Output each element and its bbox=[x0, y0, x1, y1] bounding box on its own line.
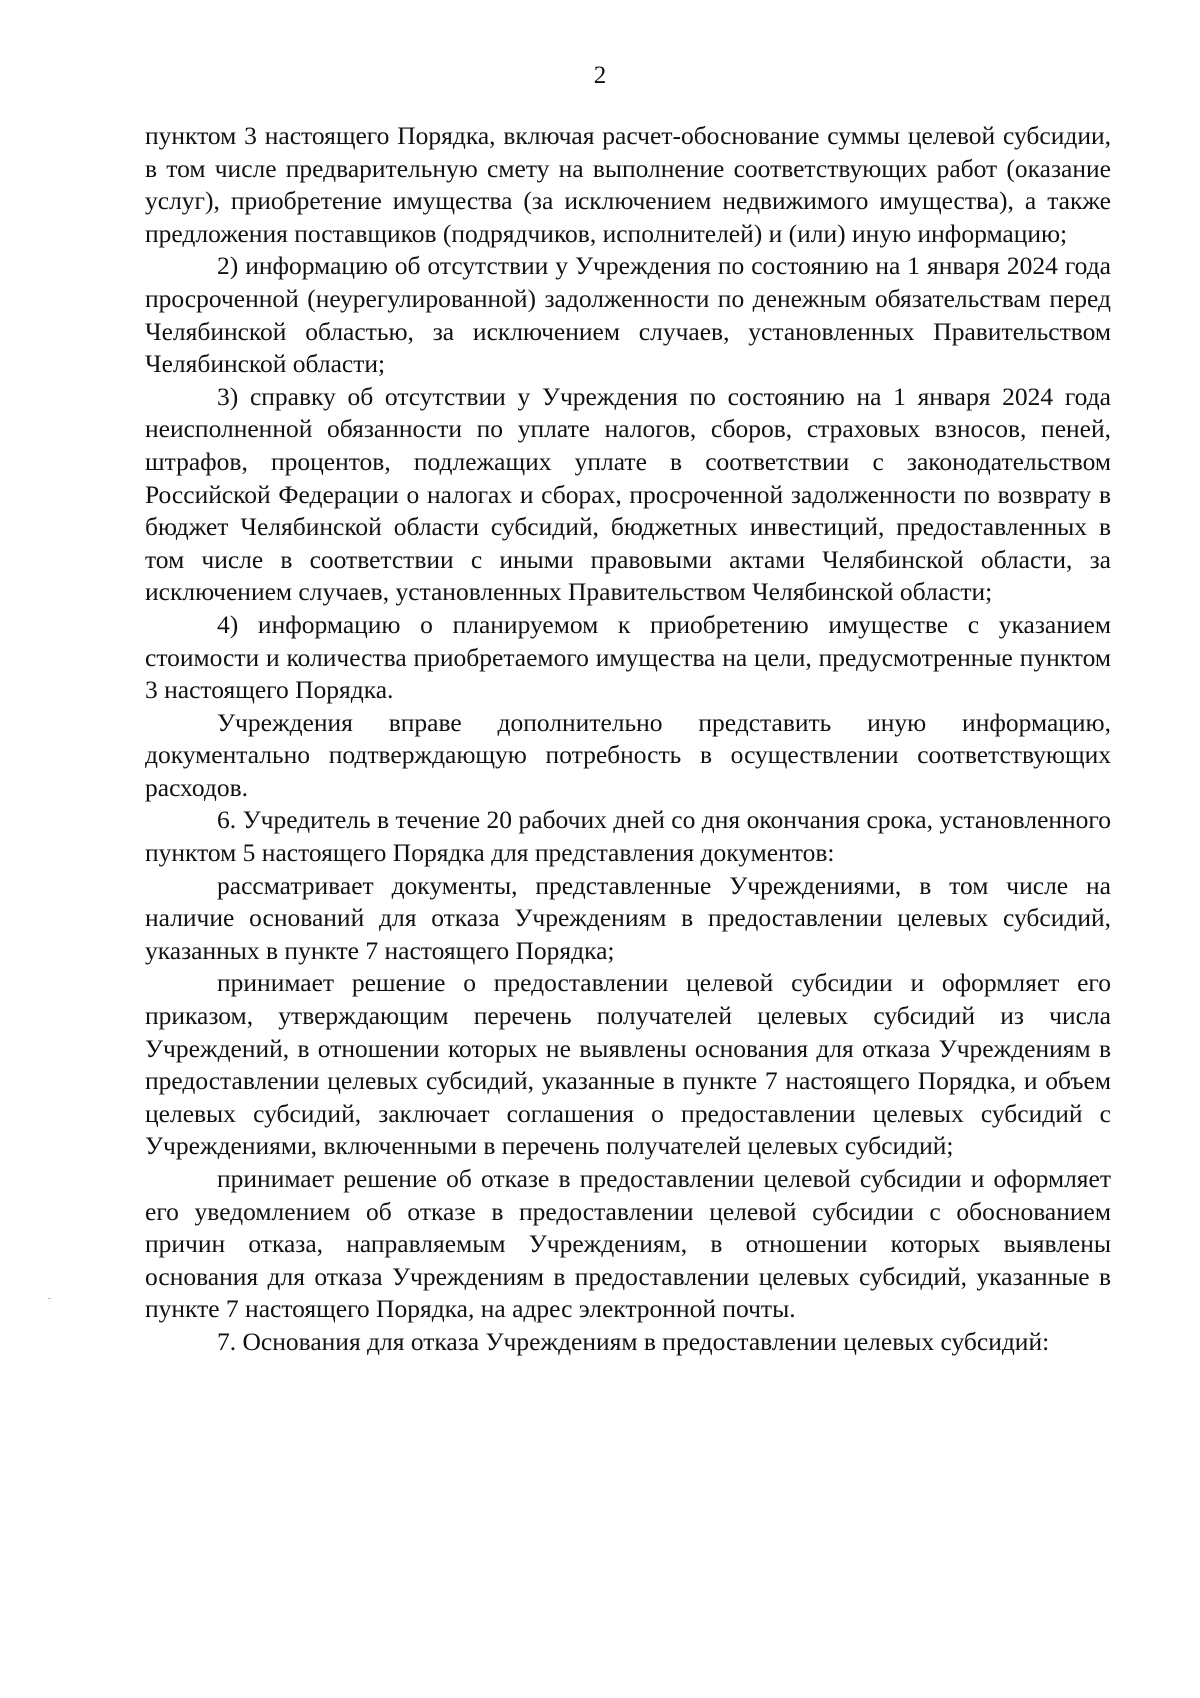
paragraph-clause-6: 6. Учредитель в течение 20 рабочих дней со дня окончания срока, установленного пунктом 5 настоящего Порядка для представления документов: bbox=[145, 805, 1111, 868]
paragraph-item-3: 3) справку об отсутствии у Учреждения по состоянию на 1 января 2024 года неисполненной обязанности по уплате налогов, сборов, страховых взносов, пеней, штрафов, процентов, подлежащих уплате в соответствии с законодательством Российской Федерации о налогах и сборах, просроченной задолженности по возврату в бюджет Челябинской области субсидий, бюджетных инвестиций, предоставленных в том числе в соответствии с иными правовыми актами Челябинской области, за исключением случаев, установленных Правительством Челябинской области; bbox=[145, 381, 1111, 607]
paragraph-refusal-decision: принимает решение об отказе в предоставлении целевой субсидии и оформляет его уведомлением об отказе в предоставлении целевой субсидии с обоснованием причин отказа, направляемым Учреждениям, в отношении которых выявлены основания для отказа Учреждениям в предоставлении целевых субсидий, указанные в пункте 7 настоящего Порядка, на адрес электронной почты. bbox=[145, 1164, 1111, 1324]
scan-artifact bbox=[48, 1298, 51, 1299]
paragraph-continuation: пунктом 3 настоящего Порядка, включая расчет-обоснование суммы целевой субсидии, в том числе предварительную смету на выполнение соответствующих работ (оказание услуг), приобретение имущества (за исключением недвижимого имущества), а также предложения поставщиков (подрядчиков, исполнителей) и (или) иную информацию; bbox=[145, 121, 1111, 248]
document-body bbox=[145, 120, 1111, 1359]
paragraph-clause-7: 7. Основания для отказа Учреждениям в предоставлении целевых субсидий: bbox=[217, 1326, 1050, 1356]
paragraph-item-4: 4) информацию о планируемом к приобретению имуществе с указанием стоимости и количества приобретаемого имущества на цели, предусмотренные пунктом 3 настоящего Порядка. bbox=[145, 609, 1111, 705]
paragraph-reviews-documents: рассматривает документы, представленные Учреждениями, в том числе на наличие оснований для отказа Учреждениям в предоставлении целевых субсидий, указанных в пункте 7 настоящего Порядка; bbox=[145, 870, 1111, 965]
paragraph-grant-decision: принимает решение о предоставлении целевой субсидии и оформляет его приказом, утверждающим перечень получателей целевых субсидий из числа Учреждений, в отношении которых не выявлены основания для отказа Учреждениям в предоставлении целевых субсидий, указанные в пункте 7 настоящего Порядка, и объем целевых субсидий, заключает соглашения о предоставлении целевых субсидий с Учреждениями, включенными в перечень получателей целевых субсидий; bbox=[145, 968, 1111, 1161]
page-number: 2 bbox=[593, 62, 607, 89]
paragraph-additional-info: Учреждения вправе дополнительно представить иную информацию, документально подтверждающую потребность в осуществлении соответствующих расходов. bbox=[145, 707, 1111, 802]
paragraph-item-2: 2) информацию об отсутствии у Учреждения по состоянию на 1 января 2024 года просроченной (неурегулированной) задолженности по денежным обязательствам перед Челябинской областью, за исключением случаев, установленных Правительством Челябинской области; bbox=[145, 251, 1111, 379]
